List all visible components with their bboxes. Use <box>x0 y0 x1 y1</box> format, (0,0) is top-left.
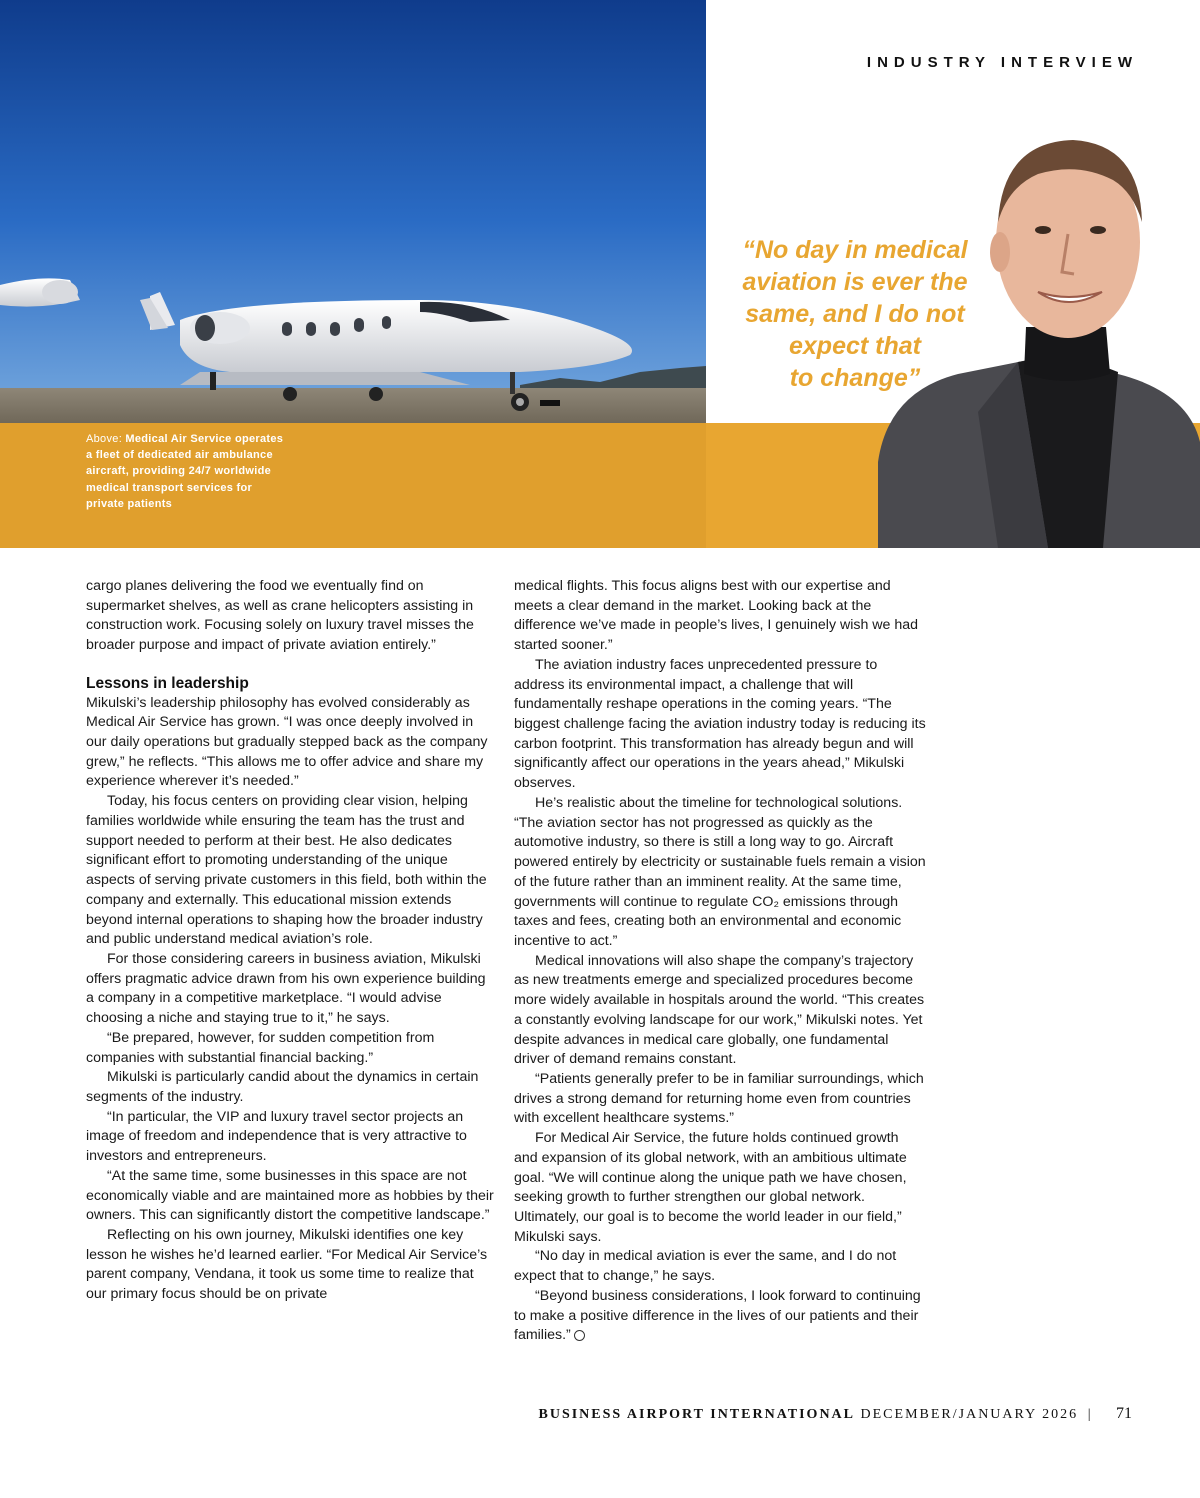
section-label: INDUSTRY INTERVIEW <box>866 54 1138 71</box>
pull-quote-line: aviation is ever the <box>742 268 968 296</box>
pull-quote <box>735 234 975 394</box>
page-footer <box>539 1405 1133 1423</box>
pull-quote-line: “No day in medical <box>742 236 968 264</box>
paragraph: “In particular, the VIP and luxury travel sector projects an image of freedom and independence that is very attractive to investors and entrepreneurs. <box>86 1108 467 1165</box>
page-number: 71 <box>1116 1405 1132 1422</box>
paragraph: For Medical Air Service, the future holds continued growth and expansion of its global network, with an ambitious ultimate goal. “We will continue along the unique path we have chosen, seeking growth to further strengthen our global network. Ultimately, our goal is to become the world leader in our field,” Mikulski says. <box>514 1130 907 1245</box>
paragraph: “Patients generally prefer to be in familiar surroundings, which drives a strong demand for returning home even from countries with excellent healthcare systems.” <box>514 1070 924 1127</box>
footer-separator: | <box>1087 1407 1093 1422</box>
paragraph-text: “Beyond business considerations, I look forward to continuing to make a positive difference in the lives of our patients and their families.” <box>514 1287 921 1344</box>
paragraph: For those considering careers in business aviation, Mikulski offers pragmatic advice drawn from his own experience building a company in a competitive marketplace. “I would advise choosing a niche and staying true to it,” he says. <box>86 950 486 1027</box>
paragraph: medical flights. This focus aligns best with our expertise and meets a clear demand in the market. Looking back at the difference we’ve made in people’s lives, I genuinely wish we had started sooner.” <box>514 578 919 654</box>
hero-banner <box>0 0 1200 548</box>
paragraph: cargo planes delivering the food we eventually find on supermarket shelves, as well as crane helicopters assisting in construction work. Focusing solely on luxury travel misses the broader purpose and impact of private aviation entirely.” <box>86 578 474 654</box>
paragraph: “No day in medical aviation is ever the same, and I do not expect that to change,” he says. <box>514 1248 897 1285</box>
paragraph: Mikulski’s leadership philosophy has evolved considerably as Medical Air Service has grown. “I was once deeply involved in our daily operations but gradually stepped back as the company grew,” he reflects. “This allows me to offer advice and share my experience wherever it’s needed.” <box>86 694 488 790</box>
article-column-right <box>514 577 926 1346</box>
photo-caption <box>86 431 286 512</box>
end-mark-icon <box>574 1330 585 1341</box>
paragraph-final <box>514 1287 926 1346</box>
subheading: Lessons in leadership <box>86 674 249 692</box>
pull-quote-line: same, and I do not <box>745 300 965 328</box>
caption-lead: Above: <box>86 433 126 445</box>
caption-body: Medical Air Service operates a fleet of dedicated air ambulance aircraft, providing 24/7 worldwide medical transport services for private patients <box>86 433 284 510</box>
paragraph: “Be prepared, however, for sudden competition from companies with substantial financial backing.” <box>86 1029 435 1066</box>
pull-quote-line: expect that <box>789 332 921 360</box>
paragraph: The aviation industry faces unprecedented pressure to address its environmental impact, a challenge that will fundamentally reshape operations in the coming years. “The biggest challenge facing the aviation industry today is reducing its carbon footprint. This transformation has already begun and will significantly affect our operations in the years ahead,” Mikulski observes. <box>514 656 926 792</box>
paragraph: Reflecting on his own journey, Mikulski identifies one key lesson he wishes he’d learned earlier. “For Medical Air Service’s parent company, Vendana, it took us some time to realize that our primary focus should be on private <box>86 1227 488 1303</box>
issue-date: DECEMBER/JANUARY 2026 <box>860 1407 1079 1422</box>
article-column-left <box>86 577 496 1305</box>
paragraph: Medical innovations will also shape the company’s trajectory as new treatments emerge and specialized procedures become more widely available in hospitals around the world. “This creates a constantly evolving landscape for our work,” Mikulski notes. Yet despite advances in medical care globally, one fundamental driver of demand remains constant. <box>514 952 925 1068</box>
paragraph: Mikulski is particularly candid about the dynamics in certain segments of the industry. <box>86 1069 479 1105</box>
paragraph: He’s realistic about the timeline for technological solutions. “The aviation sector has not progressed as quickly as the automotive industry, so there is still a long way to go. Aircraft powered entirely by electricity or sustainable fuels remain a vision of the future rather than an imminent reality. At the same time, governments will continue to regulate CO₂ emissions through taxes and fees, creating both an environmental and economic incentive to act.” <box>514 794 926 949</box>
publication-name: BUSINESS AIRPORT INTERNATIONAL <box>538 1407 856 1422</box>
pull-quote-line: to change” <box>789 364 921 392</box>
paragraph: Today, his focus centers on providing clear vision, helping families worldwide while ensuring the team has the trust and support needed to perform at their best. He also dedicates significant effort to promoting understanding of the unique aspects of serving private customers in this field, both within the company and externally. This educational mission extends beyond internal operations to shaping how the broader industry and public understand medical aviation’s role. <box>86 793 487 948</box>
paragraph: “At the same time, some businesses in this space are not economically viable and are maintained more as hobbies by their owners. This can significantly distort the competitive landscape.” <box>86 1167 494 1224</box>
